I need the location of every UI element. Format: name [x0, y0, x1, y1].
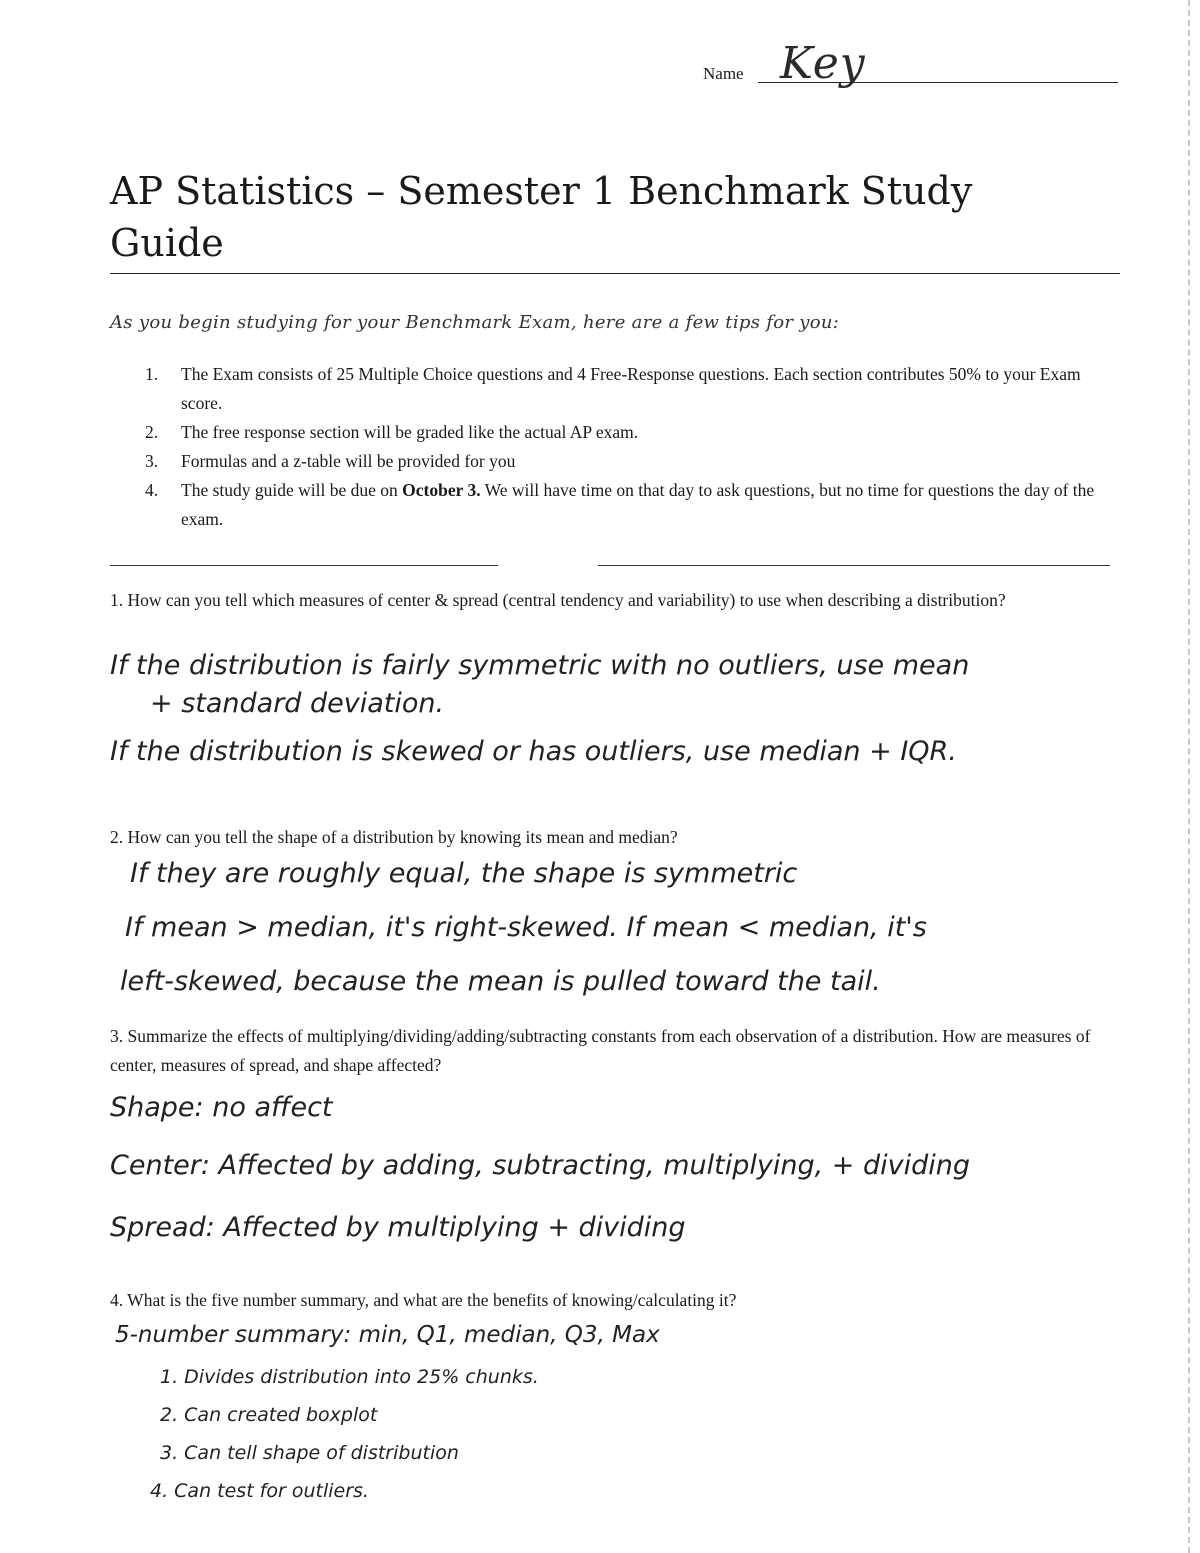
question-4: 4. What is the five number summary, and what are the benefits of knowing/calculating it? [110, 1290, 737, 1310]
answer-4-line-1: 5-number summary: min, Q1, median, Q3, Max [115, 1322, 660, 1348]
answer-2-line-2: If mean > median, it's right-skewed. If mean < median, it's [125, 912, 927, 943]
title-rule [110, 273, 1120, 274]
tip-text: The Exam consists of 25 Multiple Choice questions and 4 Free-Response questions. Each section contributes 50% to your Exam score. [181, 364, 1081, 413]
answer-4-line-4: 3. Can tell shape of distribution [160, 1442, 459, 1464]
answer-4-line-3: 2. Can created boxplot [160, 1404, 378, 1426]
tip-text: The study guide will be due on [181, 480, 403, 500]
name-handwritten-value: Key [780, 38, 866, 89]
question-2: 2. How can you tell the shape of a distribution by knowing its mean and median? [110, 827, 678, 847]
answer-1-line-3: If the distribution is skewed or has outliers, use median + IQR. [110, 736, 957, 767]
section-divider-right [598, 565, 1110, 566]
tip-text: Formulas and a z-table will be provided for you [181, 451, 516, 471]
tip-text: The free response section will be graded like the actual AP exam. [181, 422, 639, 442]
answer-3-line-1: Shape: no affect [110, 1092, 333, 1123]
answer-3-line-3: Spread: Affected by multiplying + dividing [110, 1212, 686, 1243]
answer-1-line-2: + standard deviation. [150, 688, 445, 719]
name-field [700, 38, 1120, 102]
answer-4-line-2: 1. Divides distribution into 25% chunks. [160, 1366, 539, 1388]
tips-intro: As you begin studying for your Benchmark Exam, here are a few tips for you: [110, 312, 840, 333]
tip-number: 1. [145, 364, 159, 384]
tips-list [145, 360, 1115, 534]
answer-3-line-2: Center: Affected by adding, subtracting, multiplying, + dividing [110, 1150, 970, 1181]
question-1: 1. How can you tell which measures of center & spread (central tendency and variability) to use when describing a distribution? [110, 590, 1006, 610]
tip-text-continued: We will have time on that day to ask questions, but no time for questions the day of the exam. [181, 480, 1095, 529]
tip-number: 3. [145, 451, 159, 471]
tip-item [145, 360, 1115, 418]
tip-number: 4. [145, 480, 159, 500]
answer-4-line-5: 4. Can test for outliers. [150, 1480, 369, 1502]
answer-2-line-3: left-skewed, because the mean is pulled toward the tail. [120, 966, 881, 997]
tip-item [145, 418, 1115, 447]
tip-item [145, 447, 1115, 476]
section-divider-left [110, 565, 498, 566]
scan-edge-artifact [1186, 0, 1190, 1553]
answer-2-line-1: If they are roughly equal, the shape is symmetric [130, 858, 798, 889]
page-title: AP Statistics – Semester 1 Benchmark Study Guide [110, 169, 973, 265]
tip-due-date: October 3. [402, 480, 481, 500]
tip-item [145, 476, 1115, 534]
name-label: Name [703, 64, 744, 83]
answer-1-line-1: If the distribution is fairly symmetric with no outliers, use mean [110, 650, 970, 681]
question-3: 3. Summarize the effects of multiplying/dividing/adding/subtracting constants from each observation of a distribution. How are measures of center, measures of spread, and shape affected? [110, 1026, 1091, 1075]
tip-number: 2. [145, 422, 159, 442]
